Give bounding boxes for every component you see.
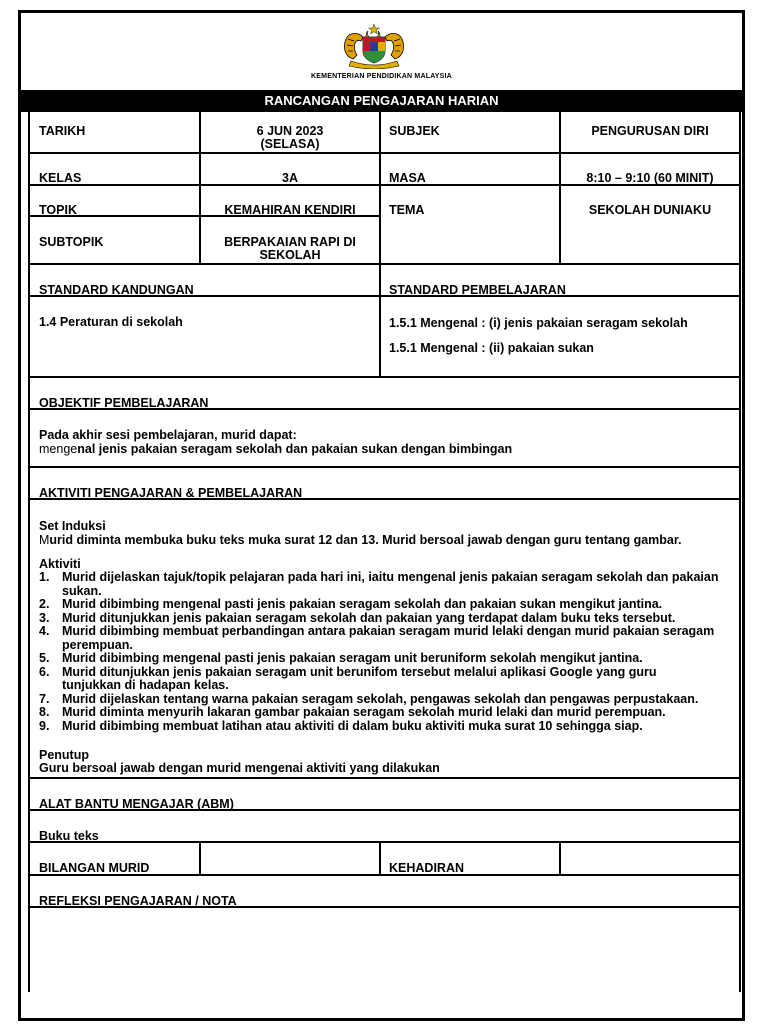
kelas-label: KELAS bbox=[39, 171, 82, 185]
lesson-plan-table bbox=[28, 112, 741, 992]
standard-pembelajaran-item-2: 1.5.1 Mengenal : (ii) pakaian sukan bbox=[389, 341, 594, 355]
subtopik-value-line1: BERPAKAIAN RAPI DI bbox=[224, 235, 356, 249]
list-item bbox=[39, 612, 719, 626]
objektif-statement-prefix: menge bbox=[39, 442, 78, 456]
list-item-number: 3. bbox=[39, 610, 50, 625]
refleksi-notes-area[interactable] bbox=[39, 924, 729, 984]
column-divider bbox=[379, 841, 381, 874]
column-divider bbox=[379, 295, 381, 376]
tema-label: TEMA bbox=[389, 203, 425, 217]
aktiviti-sublabel: Aktiviti bbox=[39, 557, 81, 571]
list-item-number: 6. bbox=[39, 664, 50, 679]
row-divider bbox=[30, 841, 739, 843]
coat-of-arms-icon bbox=[339, 23, 409, 69]
list-item bbox=[39, 571, 719, 598]
list-item bbox=[39, 706, 719, 720]
ministry-name: KEMENTERIAN PENDIDIKAN MALAYSIA bbox=[311, 73, 452, 80]
list-item-text: Murid dijelaskan tajuk/topik pelajaran pada hari ini, iaitu mengenal jenis pakaian seragam sekolah dan pakaian sukan. bbox=[62, 570, 719, 598]
list-item-text: Murid dibimbing mengenal pasti jenis pakaian seragam unit beruniform sekolah mengikut jantina. bbox=[62, 651, 643, 665]
list-item-number: 5. bbox=[39, 651, 50, 665]
list-item-text: Murid dijelaskan tentang warna pakaian seragam sekolah, pengawas sekolah dan pengawas perpustakaan. bbox=[62, 691, 699, 706]
list-item-number: 9. bbox=[39, 718, 50, 733]
lesson-plan-page bbox=[18, 10, 745, 1021]
list-item-number: 1. bbox=[39, 570, 50, 584]
topik-value: KEMAHIRAN KENDIRI bbox=[224, 203, 356, 217]
list-item-number: 4. bbox=[39, 624, 50, 638]
standard-pembelajaran-label: STANDARD PEMBELAJARAN bbox=[389, 283, 566, 297]
row-divider bbox=[30, 263, 739, 265]
row-divider bbox=[30, 152, 739, 154]
list-item-text: Murid dibimbing membuat latihan atau aktiviti di dalam buku aktiviti muka surat 10 sehingga siap. bbox=[62, 718, 643, 733]
document-header bbox=[21, 13, 742, 89]
tarikh-value-date: 6 JUN 2023 bbox=[256, 124, 324, 138]
abm-value: Buku teks bbox=[39, 829, 99, 843]
document-title: RANCANGAN PENGAJARAN HARIAN bbox=[21, 90, 742, 112]
tarikh-value-day: (SELASA) bbox=[260, 137, 320, 151]
topik-label: TOPIK bbox=[39, 203, 77, 217]
list-item-text: Murid dibimbing mengenal pasti jenis pakaian seragam sekolah dan pakaian sukan mengikut jantina. bbox=[62, 597, 663, 611]
objektif-label: OBJEKTIF PEMBELAJARAN bbox=[39, 396, 209, 410]
row-divider bbox=[30, 777, 739, 779]
list-item bbox=[39, 625, 719, 652]
masa-label: MASA bbox=[389, 171, 426, 185]
abm-label: ALAT BANTU MENGAJAR (ABM) bbox=[39, 797, 234, 811]
column-divider bbox=[559, 841, 561, 874]
penutup-label: Penutup bbox=[39, 748, 89, 762]
list-item bbox=[39, 652, 719, 666]
subtopik-label: SUBTOPIK bbox=[39, 235, 104, 249]
subtopik-value-line2: SEKOLAH bbox=[259, 248, 321, 262]
set-induksi-text bbox=[39, 534, 682, 548]
standard-kandungan-value: 1.4 Peraturan di sekolah bbox=[39, 315, 183, 329]
objektif-intro: Pada akhir sesi pembelajaran, murid dapat: bbox=[39, 428, 297, 442]
subjek-value: PENGURUSAN DIRI bbox=[591, 124, 709, 138]
objektif-statement bbox=[39, 443, 512, 457]
row-divider bbox=[30, 376, 739, 378]
list-item bbox=[39, 720, 719, 734]
list-item bbox=[39, 598, 719, 612]
list-item-text: Murid diminta menyurih lakaran gambar pakaian seragam sekolah murid lelaki dan murid perempuan. bbox=[62, 705, 666, 719]
list-item-number: 2. bbox=[39, 597, 50, 611]
aktiviti-label: AKTIVITI PENGAJARAN & PEMBELAJARAN bbox=[39, 486, 303, 500]
penutup-text: Guru bersoal jawab dengan murid mengenai aktiviti yang dilakukan bbox=[39, 761, 440, 775]
set-induksi-prefix: M bbox=[39, 533, 50, 547]
subjek-label: SUBJEK bbox=[389, 124, 440, 138]
standard-pembelajaran-item-1: 1.5.1 Mengenal : (i) jenis pakaian seragam sekolah bbox=[389, 316, 688, 330]
tema-value: SEKOLAH DUNIAKU bbox=[588, 203, 712, 217]
list-item-text: Murid dibimbing membuat perbandingan antara pakaian seragam murid lelaki dengan murid pakaian seragam perempuan. bbox=[62, 624, 715, 652]
list-item-number: 7. bbox=[39, 691, 50, 706]
list-item-number: 8. bbox=[39, 705, 50, 719]
list-item bbox=[39, 666, 719, 693]
tarikh-label: TARIKH bbox=[39, 124, 86, 138]
set-induksi-rest: urid diminta membuka buku teks muka surat 12 dan 13. Murid bersoal jawab dengan guru tentang gambar. bbox=[49, 533, 682, 547]
standard-kandungan-label: STANDARD KANDUNGAN bbox=[39, 283, 194, 297]
aktiviti-list bbox=[39, 571, 719, 733]
refleksi-label: REFLEKSI PENGAJARAN / NOTA bbox=[39, 894, 237, 908]
bilangan-murid-label: BILANGAN MURID bbox=[39, 861, 150, 875]
list-item-text: Murid ditunjukkan jenis pakaian seragam unit berunifom tersebut melalui aplikasi Google yang guru tunjukkan di hadapan kelas. bbox=[62, 664, 657, 692]
kehadiran-label: KEHADIRAN bbox=[389, 861, 464, 875]
column-divider bbox=[199, 841, 201, 874]
kelas-value: 3A bbox=[282, 171, 298, 185]
set-induksi-label: Set Induksi bbox=[39, 519, 106, 533]
list-item-text: Murid ditunjukkan jenis pakaian seragam sekolah dan pakaian yang terdapat dalam buku teks tersebut. bbox=[62, 610, 676, 625]
row-divider bbox=[30, 466, 739, 468]
list-item bbox=[39, 693, 719, 707]
objektif-statement-rest: nal jenis pakaian seragam sekolah dan pakaian sukan dengan bimbingan bbox=[77, 442, 513, 456]
masa-value: 8:10 – 9:10 (60 MINIT) bbox=[586, 171, 714, 185]
